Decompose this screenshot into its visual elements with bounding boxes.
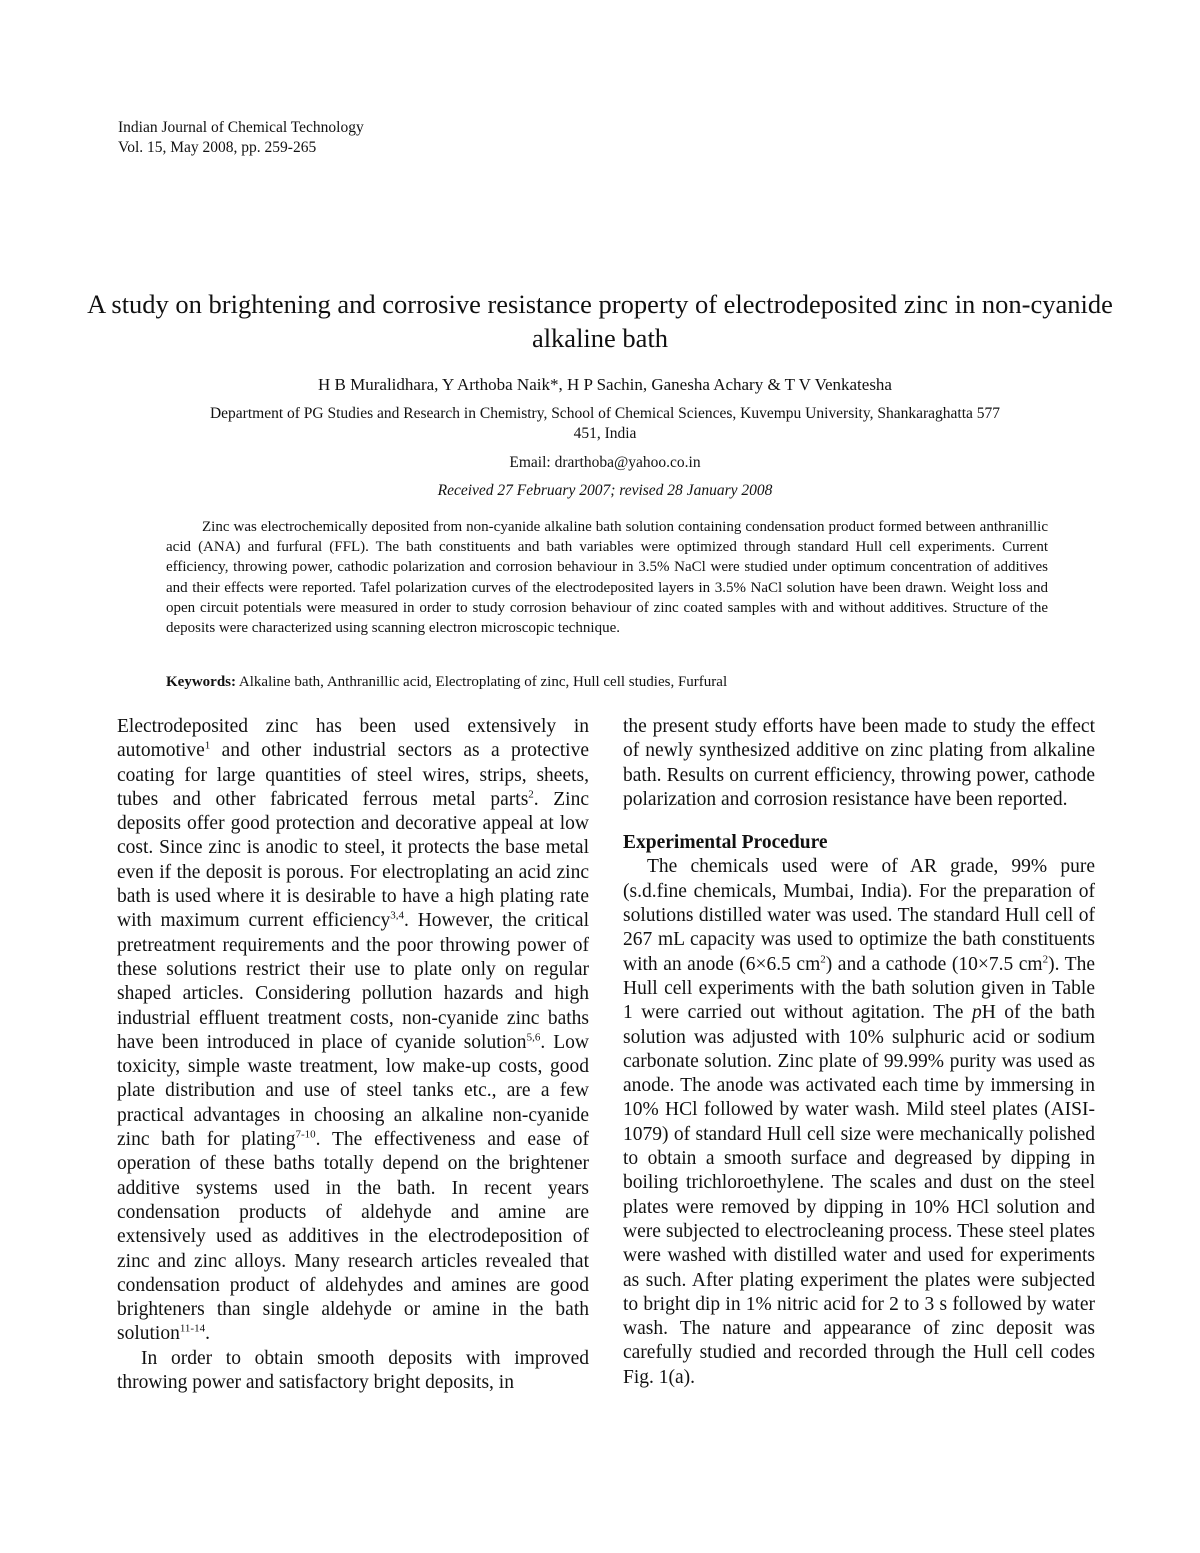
received-dates: Received 27 February 2007; revised 28 January 2008	[437, 482, 773, 499]
citation: 5,6	[526, 1031, 541, 1044]
paper-title: A study on brightening and corrosive resistance property of electrodeposited zinc in non-cyanide alkaline bath	[87, 289, 1113, 353]
section-heading-experimental: Experimental Procedure	[623, 832, 828, 854]
journal-name: Indian Journal of Chemical Technology	[118, 119, 364, 136]
right-column	[623, 715, 1095, 1390]
superscript: 2	[820, 953, 826, 966]
intro-paragraph-2-continued: the present study efforts have been made to study the effect of newly synthesized additive on zinc plating from alkaline bath. Results on current efficiency, throwing power, cathode polarization and corrosion resistance have been reported.	[623, 716, 1095, 810]
intro-paragraph-2-start: In order to obtain smooth deposits with improved throwing power and satisfactory bright deposits, in	[117, 1347, 589, 1394]
keywords	[166, 672, 1048, 692]
superscript: 2	[1042, 953, 1049, 966]
corresponding-email: Email: drarthoba@yahoo.co.in	[509, 454, 701, 471]
journal-header	[118, 118, 364, 158]
abstract: Zinc was electrochemically deposited from non-cyanide alkaline bath solution containing condensation product formed between anthranillic acid (ANA) and furfural (FFL). The bath constituents and bath variables were optimized through standard Hull cell experiments. Current efficiency, throwing power, cathodic polarization and corrosion behaviour in 3.5% NaCl were studied under optimum concentration of additives and their effects were reported. Tafel polarization curves of the electrodeposited layers in 3.5% NaCl solution have been drawn. Weight loss and open circuit potentials were measured in order to study corrosion behaviour of zinc coated samples with and without additives. Structure of the deposits were characterized using scanning electron microscopic technique.	[166, 519, 1048, 637]
left-column	[117, 715, 589, 1395]
keywords-text: Alkaline bath, Anthranillic acid, Electroplating of zinc, Hull cell studies, Furfural	[236, 674, 728, 690]
keywords-label: Keywords:	[166, 674, 236, 690]
affiliation: Department of PG Studies and Research in Chemistry, School of Chemical Sciences, Kuvempu University, Shankaraghatta 577 451, India	[209, 405, 1001, 442]
citation: 1	[204, 739, 211, 752]
experimental-paragraph: The chemicals used were of AR grade, 99% pure (s.d.fine chemicals, Mumbai, India). For the preparation of solutions distilled water was used. The standard Hull cell of 267 mL capacity was used to optimize the bath constituents with an anode (6×6.5 $cm^2$) and a cathode (10×7.5 $cm^2$). The Hull cell experiments with the bath solution given in Table 1 were carried out without agitation. The pH of the bath solution was adjusted with 10% sulphuric acid or sodium carbonate solution. Zinc plate of 99.99% purity was used as anode. The anode was activated each time by immersing in 10% HCl followed by water wash. Mild steel plates (AISI-1079) of standard Hull cell size were mechanically polished to obtain a smooth surface and degreased by dipping in boiling trichloroethylene. The scales and dust on the steel plates were removed by dipping in 10% HCl solution and were subjected to electrocleaning process. These steel plates were washed with distilled water and used for experiments as such. After plating experiment the plates were subjected to bright dip in 1% nitric acid for 2 to 3 s followed by water wash. The nature and appearance of zinc deposit was carefully studied and recorded through the Hull cell codes Fig. 1(a).	[623, 856, 1095, 1388]
citation: 2	[528, 788, 534, 801]
italic-p: p	[971, 1002, 982, 1024]
citation: 3,4	[390, 909, 404, 922]
citation: 11-14	[179, 1322, 206, 1335]
author-list: H B Muralidhara, Y Arthoba Naik*, H P Sachin, Ganesha Achary & T V Venkatesha	[318, 375, 892, 394]
journal-volume-info: Vol. 15, May 2008, pp. 259-265	[118, 139, 317, 156]
intro-paragraph-1: Electrodeposited zinc has been used extensively in automotive$^1$ and other industrial sectors as a protective coating for large quantities of steel wires, strips, sheets, tubes and other fabricated ferrous metal parts$^2$. Zinc deposits offer good protection and decorative appeal at low cost. Since zinc is anodic to steel, it protects the base metal even if the deposit is porous. For electroplating an acid zinc bath is used where it is desirable to have a high plating rate with maximum current efficiency$^{3,4}$. However, the critical pretreatment requirements and the poor throwing power of these solutions restrict their use to plate only on regular shaped articles. Considering pollution hazards and high industrial effluent treatment costs, non-cyanide zinc baths have been introduced in place of cyanide solution$^{5,6}$. Low toxicity, simple waste treatment, low make-up costs, good plate distribution and use of steel tanks etc., are a few practical advantages in choosing an alkaline non-cyanide zinc bath for plating$^{7-10}$. The effectiveness and ease of operation of these baths totally depend on the brightener additive systems used in the bath. In recent years condensation products of aldehyde and amine are extensively used as additives in the electrodeposition of zinc and zinc alloys. Many research articles revealed that condensation product of aldehydes and amines are good brighteners than single aldehyde or amine in the bath solution$^{11-14}$.	[117, 716, 590, 1345]
citation: 7-10	[295, 1128, 316, 1141]
